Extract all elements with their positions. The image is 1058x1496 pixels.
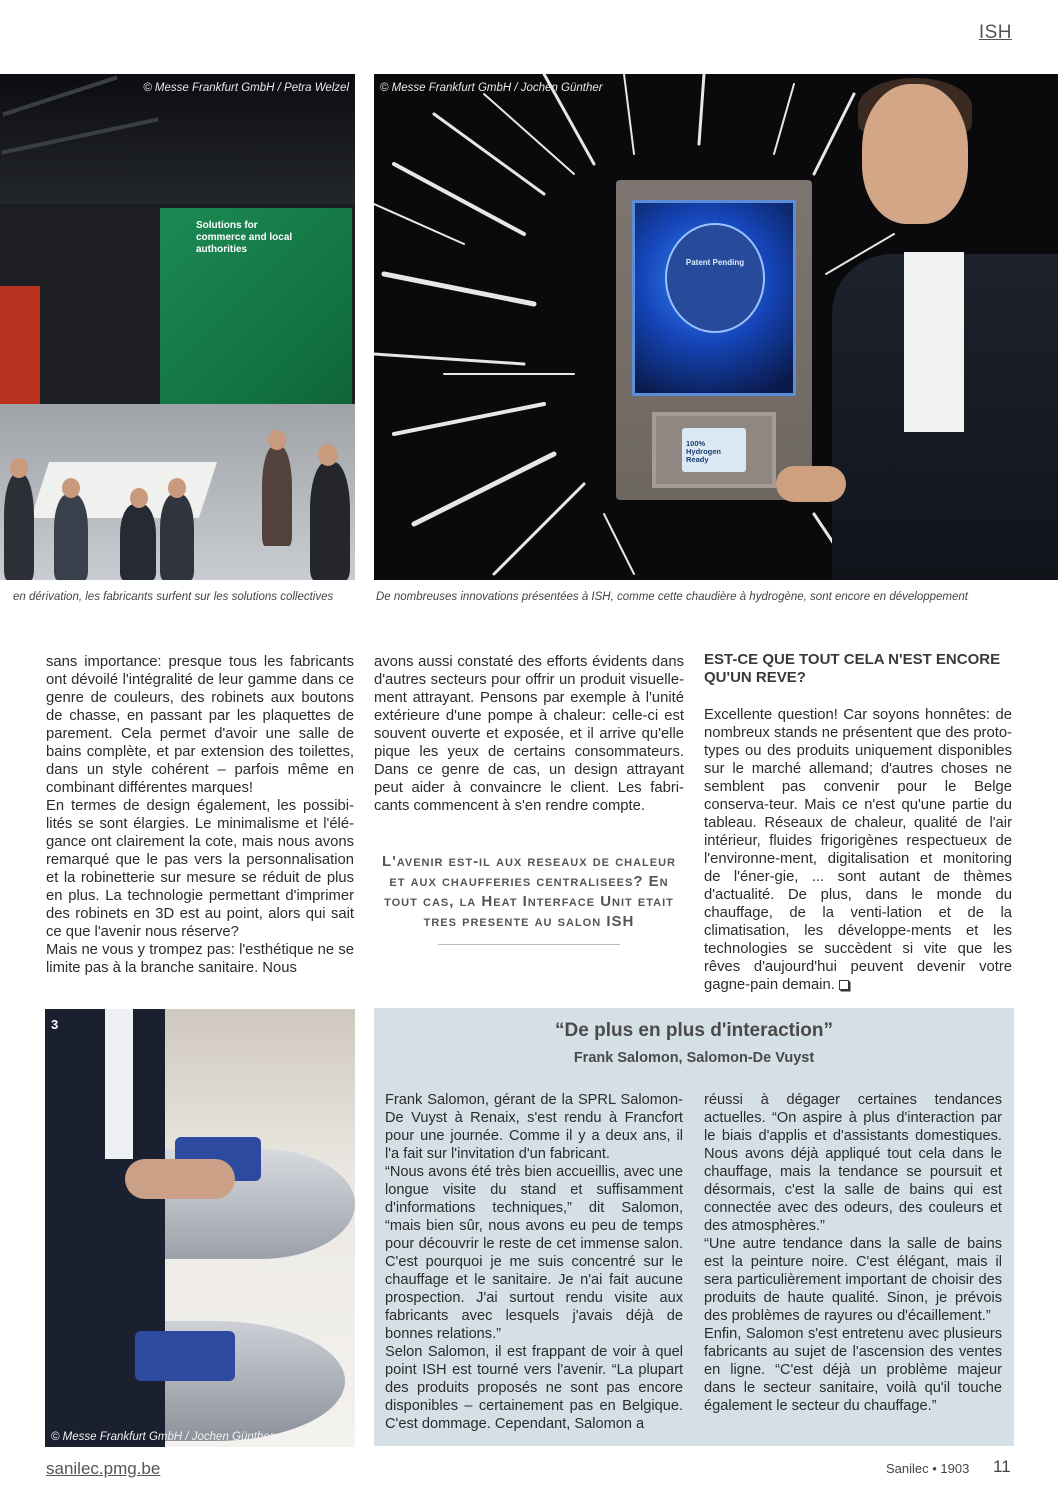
section-label[interactable]: ISH — [978, 22, 1012, 43]
article-column-1 — [46, 653, 354, 977]
boiler-window — [632, 200, 796, 396]
stand-sign: Solutions for commerce and local authorities — [196, 220, 293, 255]
man-hand — [776, 466, 846, 502]
interview-box — [374, 1008, 1014, 1446]
visitor-head — [318, 444, 338, 466]
paragraph: “Nous avons été très bien accueillis, avec une longue visite du stand et suffisamment d'informations techniques,” dit Salomon, “mais bien sûr, nous avons eu peu de temps pour découvrir le reste de cet immense salon. C'est pourquoi je me suis concentré sur le chauffage et le sanitaire. Je n'ai fait aucune prospection. J'ai surtout rendu visite aux fabricants avec lesquels j'avais déjà de bonnes relations.” — [385, 1164, 683, 1342]
control-unit — [135, 1331, 235, 1381]
paragraph: “Une autre tendance dans la salle de bains est la peinture noire. C'est élégant, mais il sera particulièrement important de choisir des produits de haute qualité. Sinon, je prévois des problèmes de rayures ou d'écaillement.” — [704, 1236, 1002, 1324]
paragraph: avons aussi constaté des efforts évidents dans d'autres secteurs pour offrir un produit visuelle-ment attrayant. Pensons par exemple à l'unité extérieure d'une pompe à chaleur: celle-ci est souvent ouverte et exposée, et il arrive qu'elle pique les yeux de certains consommateurs. Dans ce genre de cas, un design attrayant peut aider à convaincre le client. Les fabri-cants commencent à s'en rendre compte. — [374, 654, 684, 814]
interview-subtitle: Frank Salomon, Salomon-De Vuyst — [573, 1050, 815, 1066]
page-number: 11 — [993, 1457, 1011, 1476]
photo-credit: © Messe Frankfurt GmbH / Jochen Günther — [380, 82, 603, 94]
article-column-3 — [704, 706, 1012, 994]
pull-quote-rule — [438, 944, 620, 945]
paragraph: Selon Salomon, il est frappant de voir à quel point ISH est tourné vers l'avenir. “La plupart des produits proposés ne sont pas encore disponibles – certainement pas en Belgique. C'est dommage. Cependant, Salomon a — [385, 1344, 683, 1432]
trade-fair-photo — [0, 74, 355, 580]
boiler-control-panel — [652, 412, 776, 488]
section-heading: EST-CE QUE TOUT CELA N'EST ENCORE QU'UN REVE? — [704, 651, 1001, 686]
visitor — [120, 504, 156, 580]
paragraph: sans importance: presque tous les fabricants ont dévoilé l'intégralité de leur gamme dans ce genre de couleurs, des robinets aux boutons de chasse, en passant par les plaquettes de parement. Cela permet d'avoir une salle de bains complète, et par extension des toilettes, dans un style cohérent – parfois même en combinant différentes marques! — [46, 654, 354, 796]
visitor — [160, 494, 194, 580]
visitor-head — [62, 478, 80, 498]
visitor-head — [130, 488, 148, 508]
hydrogen-boiler — [616, 180, 812, 500]
photo-credit: © Messe Frankfurt GmbH / Petra Welzel — [143, 82, 349, 94]
visitor-head — [10, 458, 28, 478]
visitor-head — [168, 478, 186, 498]
red-stand-wall — [0, 286, 40, 416]
interview-title: “De plus en plus d'interaction” — [555, 1020, 833, 1041]
paragraph: Frank Salomon, gérant de la SPRL Salomon-De Vuyst à Renaix, s'est rendu à Francfort pour une journée. Comme il y a deux ans, il l'a fait sur l'invitation d'un fabricant. — [385, 1092, 683, 1162]
article-column-2 — [374, 653, 684, 815]
paragraph: réussi à dégager certaines tendances actuelles. “On aspire à plus d'interaction par le biais d'applis et d'assistants domestiques. Nous avons déjà appliqué tout cela dans le chauffage, mais la tendance se poursuit et désormais, c'est la salle de bains qui est connectée avec des odeurs, des couleurs et des atmosphères.” — [704, 1092, 1002, 1234]
photo-caption: De nombreuses innovations présentées à ISH, comme cette chaudière à hydrogène, sont encore en développement — [376, 591, 968, 603]
paragraph: Enfin, Salomon s'est entretenu avec plusieurs fabricants au sujet de l'ascension des ventes en ligne. “C'est déjà un problème majeur dans le secteur sanitaire, voilà qu'il touche également le secteur du chauffage.” — [704, 1326, 1002, 1414]
visitor — [310, 462, 350, 580]
footer-issue: Sanilec • 1903 — [886, 1461, 970, 1476]
interview-column-2 — [704, 1091, 1002, 1415]
man-shirt — [904, 252, 964, 432]
visitor — [4, 474, 34, 580]
visitor — [262, 446, 292, 546]
footer-website-link[interactable]: sanilec.pmg.be — [46, 1459, 161, 1478]
boiler-fan — [665, 223, 765, 333]
paragraph-text: Excellente question! Car soyons honnêtes: de nombreux stands ne présentent que des proto-types ou des produits uniquement disponibles sur le marché allemand; d'autres choses ne semblent pas convenir pour le Belge conserva-teur. Mais ce n'est qu'une partie du tableau. Réseaux de chaleur, qualité de l'air intérieur, fluides frigorigènes respectueux de l'environne-ment, digitalisation et monitoring de l'éner-gie, ... sont autant de thèmes d'actualité. De plus, dans le monde du chauffage, de la venti-lation et de la climatisation, les développe-ments et les technologies se succèdent si vite que les rêves d'aujourd'hui peuvent devenir votre gagne-pain demain. — [704, 707, 1012, 993]
photo-caption: en dérivation, les fabricants surfent sur les solutions collectives — [13, 591, 334, 603]
man-hands — [125, 1159, 235, 1199]
boiler-screen — [682, 428, 746, 472]
man-shirt — [105, 1009, 133, 1159]
paragraph — [704, 706, 1012, 994]
end-mark-icon — [839, 980, 849, 990]
photo-number: 3 — [51, 1017, 59, 1032]
fan-label: Patent Pending — [685, 258, 745, 267]
man-head — [862, 84, 968, 224]
duct-units-photo — [45, 1009, 355, 1447]
hydrogen-boiler-photo — [374, 74, 1058, 580]
visitor — [54, 494, 88, 580]
visitor-head — [268, 430, 286, 450]
paragraph: En termes de design également, les possibi-lités se sont élargies. Le minimalisme et l'élé-gance ont clairement la cote, mais nous avons remarqué que le pas vers la personnalisation et la robinetterie sur mesure se réduit de plus en plus. La technologie permettant d'imprimer des robinets en 3D est au point, alors qui sait ce que l'avenir nous réserve? — [46, 798, 354, 940]
screen-label: 100% Hydrogen Ready — [686, 439, 722, 464]
photo-credit: © Messe Frankfurt GmbH / Jochen Günther — [51, 1431, 274, 1443]
interview-column-1 — [385, 1091, 683, 1433]
pull-quote: L'avenir est-il aux reseaux de chaleur et aux chaufferies centralisees? En tout cas, la Heat Interface Unit etait tres presente au salon ISH — [382, 853, 676, 930]
paragraph: Mais ne vous y trompez pas: l'esthétique ne se limite pas à la branche sanitaire. Nous — [46, 942, 354, 976]
